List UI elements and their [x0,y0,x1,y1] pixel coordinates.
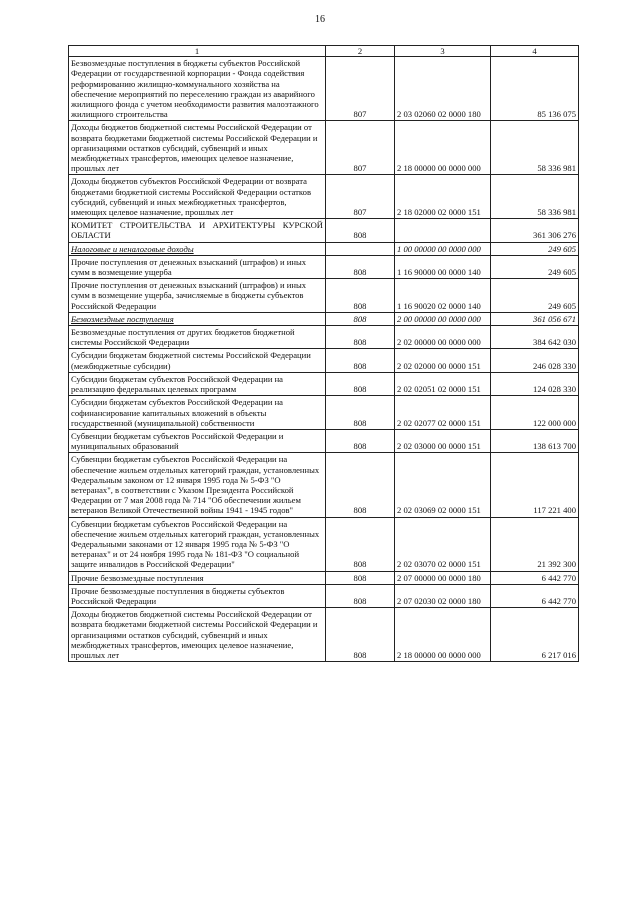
row-code-cell: 807 [326,57,395,121]
row-amount-cell: 117 221 400 [491,453,579,517]
row-classification-cell: 2 18 02000 02 0000 151 [395,175,491,219]
header-row [69,46,579,57]
header-col-2: 2 [326,46,395,57]
row-amount-cell: 122 000 000 [491,396,579,430]
table-row [69,175,579,219]
row-name-cell: КОМИТЕТ СТРОИТЕЛЬСТВА И АРХИТЕКТУРЫ КУРСКОЙ ОБЛАСТИ [69,219,326,242]
table-row [69,396,579,430]
row-code-cell: 808 [326,219,395,242]
header-col-4: 4 [491,46,579,57]
row-code-cell: 808 [326,349,395,372]
row-amount-cell: 6 217 016 [491,608,579,662]
row-classification-cell: 2 02 02000 00 0000 151 [395,349,491,372]
row-classification-cell: 2 02 03069 02 0000 151 [395,453,491,517]
row-name-cell: Безвозмездные поступления от других бюджетов бюджетной системы Российской Федерации [69,326,326,349]
row-name-cell: Безвозмездные поступления [69,312,326,325]
row-code-cell: 807 [326,175,395,219]
table-row [69,312,579,325]
row-name-cell: Доходы бюджетов бюджетной системы Российской Федерации от возврата бюджетами бюджетной системы Российской Федерации и организациями остатков субсидий, субвенций и иных межбюджетных трансфертов, имеющих целевое назначение, прошлых лет [69,608,326,662]
row-name-cell: Прочие безвозмездные поступления в бюджеты субъектов Российской Федерации [69,584,326,607]
row-code-cell: 808 [326,584,395,607]
row-amount-cell: 361 056 671 [491,312,579,325]
row-amount-cell: 58 336 981 [491,121,579,175]
row-amount-cell: 21 392 300 [491,517,579,571]
table-row [69,453,579,517]
table-row [69,57,579,121]
row-amount-cell: 124 028 330 [491,372,579,395]
table-row [69,326,579,349]
table-row [69,429,579,452]
table-row [69,517,579,571]
row-classification-cell: 2 07 02030 02 0000 180 [395,584,491,607]
row-code-cell: 808 [326,372,395,395]
row-code-cell: 808 [326,396,395,430]
row-name-cell: Доходы бюджетов субъектов Российской Федерации от возврата бюджетами бюджетной системы Российской Федерации остатков субсидий, субвенций и иных межбюджетных трансфертов, имеющих целевое назначение, прошлых лет [69,175,326,219]
row-amount-cell: 6 442 770 [491,571,579,584]
row-classification-cell [395,219,491,242]
table-row [69,372,579,395]
header-col-3: 3 [395,46,491,57]
row-classification-cell: 2 03 02060 02 0000 180 [395,57,491,121]
row-name-cell: Налоговые и неналоговые доходы [69,242,326,255]
row-name-cell: Субсидии бюджетам субъектов Российской Федерации на реализацию федеральных целевых программ [69,372,326,395]
revenue-table [68,45,579,662]
table-row [69,584,579,607]
row-code-cell: 808 [326,429,395,452]
row-classification-cell: 1 16 90020 02 0000 140 [395,279,491,313]
row-code-cell: 808 [326,453,395,517]
row-classification-cell: 2 02 03000 00 0000 151 [395,429,491,452]
row-name-cell: Субвенции бюджетам субъектов Российской Федерации на обеспечение жильем отдельных категорий граждан, установленных Федеральным законом от 12 января 1995 года № 5-ФЗ "О ветеранах", в соответствии с Указом Президента Российской Федерации от 7 мая 2008 года № 714 "Об обеспечении жильем ветеранов Великой Отечественной войны 1941 - 1945 годов" [69,453,326,517]
row-classification-cell: 2 02 02077 02 0000 151 [395,396,491,430]
row-classification-cell: 2 02 02051 02 0000 151 [395,372,491,395]
row-amount-cell: 85 136 075 [491,57,579,121]
row-name-cell: Субвенции бюджетам субъектов Российской Федерации и муниципальных образований [69,429,326,452]
row-name-cell: Субвенции бюджетам субъектов Российской Федерации на обеспечение жильем отдельных категорий граждан, установленных Федеральными законами от 12 января 1995 года № 5-ФЗ "О ветеранах" и от 24 ноября 1995 года № 181-ФЗ "О социальной защите инвалидов в Российской Федерации" [69,517,326,571]
row-code-cell: 808 [326,326,395,349]
row-code-cell [326,242,395,255]
row-amount-cell: 361 306 276 [491,219,579,242]
row-amount-cell: 249 605 [491,242,579,255]
table-row [69,255,579,278]
table-row [69,608,579,662]
row-name-cell: Субсидии бюджетам бюджетной системы Российской Федерации (межбюджетные субсидии) [69,349,326,372]
row-amount-cell: 249 605 [491,279,579,313]
row-amount-cell: 246 028 330 [491,349,579,372]
row-name-cell: Прочие безвозмездные поступления [69,571,326,584]
row-classification-cell: 2 07 00000 00 0000 180 [395,571,491,584]
row-classification-cell: 2 00 00000 00 0000 000 [395,312,491,325]
page-number: 16 [315,14,325,25]
row-code-cell: 808 [326,608,395,662]
row-name-cell: Прочие поступления от денежных взысканий (штрафов) и иных сумм в возмещение ущерба [69,255,326,278]
row-classification-cell: 2 02 00000 00 0000 000 [395,326,491,349]
row-amount-cell: 138 613 700 [491,429,579,452]
table-row [69,242,579,255]
table-row [69,121,579,175]
row-amount-cell: 249 605 [491,255,579,278]
row-amount-cell: 58 336 981 [491,175,579,219]
row-code-cell: 808 [326,312,395,325]
row-code-cell: 808 [326,571,395,584]
header-col-1: 1 [69,46,326,57]
row-amount-cell: 6 442 770 [491,584,579,607]
row-name-cell: Прочие поступления от денежных взысканий (штрафов) и иных сумм в возмещение ущерба, зачисляемые в бюджеты субъектов Российской Федерации [69,279,326,313]
table-row [69,571,579,584]
row-classification-cell: 1 00 00000 00 0000 000 [395,242,491,255]
row-amount-cell: 384 642 030 [491,326,579,349]
row-classification-cell: 1 16 90000 00 0000 140 [395,255,491,278]
table-row [69,219,579,242]
table-row [69,349,579,372]
row-code-cell: 808 [326,517,395,571]
row-code-cell: 808 [326,279,395,313]
row-classification-cell: 2 18 00000 00 0000 000 [395,608,491,662]
row-classification-cell: 2 18 00000 00 0000 000 [395,121,491,175]
row-classification-cell: 2 02 03070 02 0000 151 [395,517,491,571]
row-name-cell: Субсидии бюджетам субъектов Российской Федерации на софинансирование капитальных вложений в объекты государственной (муниципальной) собственности [69,396,326,430]
row-name-cell: Безвозмездные поступления в бюджеты субъектов Российской Федерации от государственной корпорации - Фонда содействия реформированию жилищно-коммунального хозяйства на обеспечение мероприятий по переселению граждан из аварийного жилищного фонда с учетом необходимости развития малоэтажного жилищного строительства [69,57,326,121]
row-code-cell: 807 [326,121,395,175]
table-row [69,279,579,313]
row-name-cell: Доходы бюджетов бюджетной системы Российской Федерации от возврата бюджетами бюджетной системы Российской Федерации и организациями остатков субсидий, субвенций и иных межбюджетных трансфертов, имеющих целевое назначение, прошлых лет [69,121,326,175]
row-code-cell: 808 [326,255,395,278]
